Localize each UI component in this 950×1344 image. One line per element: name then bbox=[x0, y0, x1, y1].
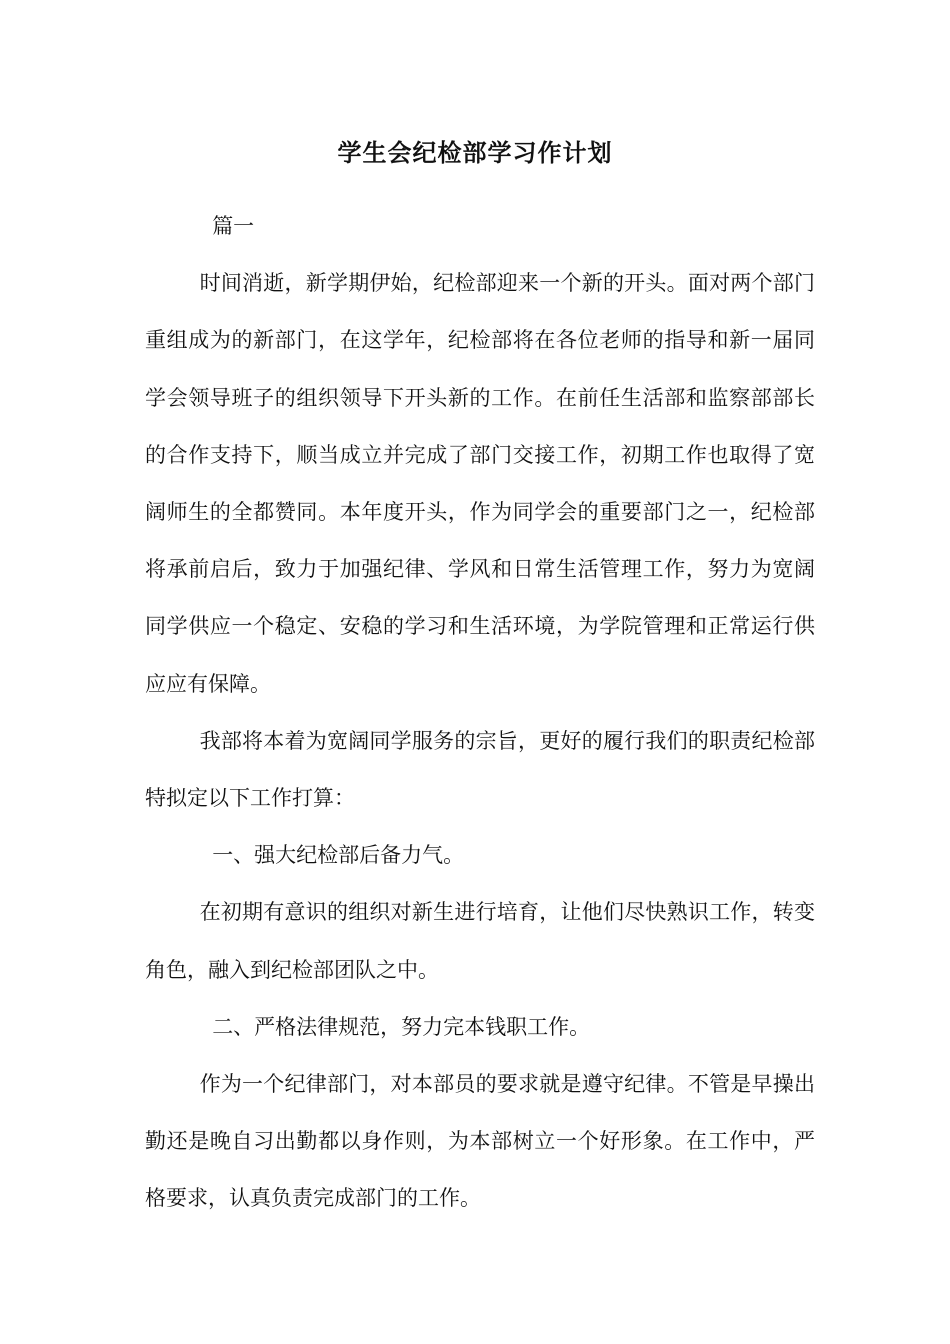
paragraph: 作为一个纪律部门，对本部员的要求就是遵守纪律。不管是早操出勤还是晚自习出勤都以身作则，为本部树立一个好形象。在工作中，严格要求，认真负责完成部门的工作。 bbox=[145, 1072, 815, 1211]
document-body bbox=[145, 198, 815, 1228]
section-heading: 一、强大纪检部后备力气。 bbox=[212, 843, 465, 868]
document-title: 学生会纪检部学习作计划 bbox=[337, 138, 613, 167]
section-label: 篇一 bbox=[212, 214, 255, 238]
paragraph: 时间消逝，新学期伊始，纪检部迎来一个新的开头。面对两个部门重组成为的新部门，在这学年，纪检部将在各位老师的指导和新一届同学会领导班子的组织领导下开头新的工作。在前任生活部和监察部部长的合作支持下，顺当成立并完成了部门交接工作，初期工作也取得了宽阔师生的全都赞同。本年度开头，作为同学会的重要部门之一，纪检部将承前启后，致力于加强纪律、学风和日常生活管理工作，努力为宽阔同学供应一个稳定、安稳的学习和生活环境，为学院管理和正常运行供应应有保障。 bbox=[145, 271, 815, 696]
section-heading: 二、严格法律规范，努力完本钱职工作。 bbox=[212, 1014, 591, 1039]
paragraph: 在初期有意识的组织对新生进行培育，让他们尽快熟识工作，转变角色，融入到纪检部团队之中。 bbox=[145, 900, 815, 982]
paragraph: 我部将本着为宽阔同学服务的宗旨，更好的履行我们的职责纪检部特拟定以下工作打算： bbox=[145, 728, 815, 811]
